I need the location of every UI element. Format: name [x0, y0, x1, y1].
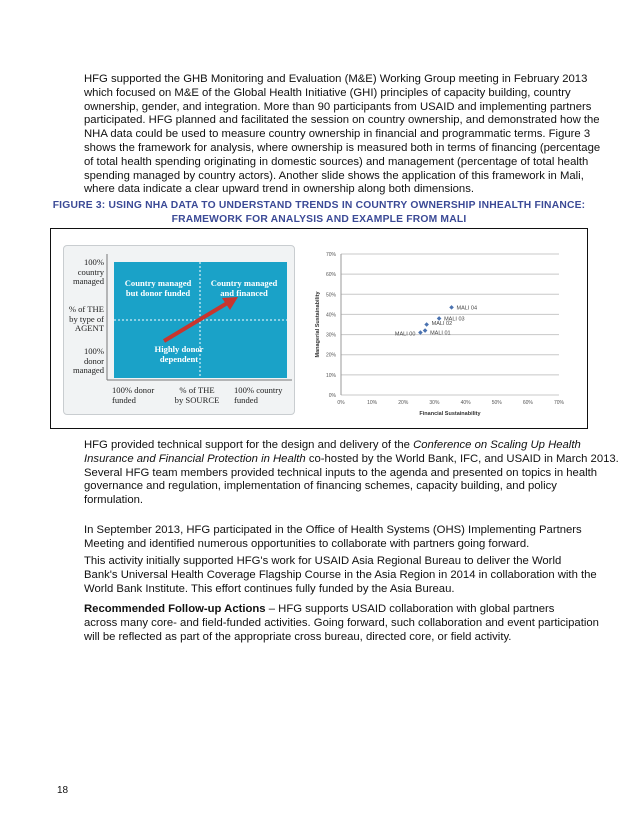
- x-label-right: 100% country funded: [234, 385, 283, 405]
- line: which focused on M&E of the Global Health Initiative (GHI) principles of capacity building, country: [84, 86, 571, 99]
- line: Bank's Universal Health Coverage Flagship Course in the Asia Region in 2014 in collaboration with the: [84, 568, 597, 581]
- line: In September 2013, HFG participated in the Office of Health Systems (OHS) Implementing Partners: [84, 524, 582, 536]
- line: participated. HFG planned and facilitated the session on country ownership, and demonstrated how the: [84, 114, 600, 127]
- y-label-bottom: 100% donor managed: [72, 346, 104, 375]
- y-tick-label: 60%: [325, 272, 336, 279]
- trend-arrow: [164, 302, 229, 341]
- x-tick-label: 40%: [460, 400, 471, 406]
- y-tick-label: 10%: [325, 372, 336, 379]
- line: governance and regulation, implementation of financing schemes, capacity building, and policy: [84, 480, 557, 493]
- x-tick-label: 60%: [522, 400, 533, 406]
- data-point: [449, 305, 454, 310]
- conference-title: Conference on Scaling Up Health: [413, 439, 581, 451]
- line: will be reflected as part of the appropriate cross bureau, directed core, or field activity.: [84, 630, 512, 643]
- x-tick-label: 30%: [429, 400, 440, 406]
- paragraph-ohs-meeting: [84, 524, 582, 552]
- line: spending managed by country actors). Another slide shows the application of this framework in Mali,: [84, 169, 584, 182]
- line: shows the framework for analysis, where ownership is measured both in terms of financing (percentage: [84, 141, 601, 154]
- y-tick-label: 70%: [325, 252, 336, 258]
- line: of total health spending originating in domestic sources) and management (percentage of total health: [84, 155, 589, 168]
- line: ownership, gender, and integration. More than 90 participants from USAID and implementing partners: [84, 100, 592, 113]
- quadrant-top-left: Country managed but donor funded: [124, 278, 192, 298]
- x-label-mid: % of THE by SOURCE: [174, 385, 220, 405]
- x-tick-label: 50%: [491, 400, 502, 406]
- x-label-left: 100% donor funded: [112, 385, 155, 405]
- data-label: MALI 03: [444, 316, 465, 323]
- page-number: 18: [57, 785, 69, 796]
- quadrant-bottom: Highly donor dependent: [154, 344, 204, 364]
- followup-heading: Recommended Follow-up Actions: [84, 603, 266, 615]
- y-label-top: 100% country managed: [72, 257, 104, 286]
- data-point: [423, 328, 428, 333]
- y-tick-label: 20%: [325, 352, 336, 359]
- quadrant-top-right: Country managed and financed: [210, 278, 278, 298]
- framework-quadrant-area: [114, 262, 287, 378]
- y-tick-label: 0%: [328, 393, 336, 399]
- data-label: MALI 01: [430, 330, 451, 337]
- line: World Bank Institute. This effort continues fully funded by the Asia Bureau.: [84, 582, 455, 595]
- line: across many core- and field-funded activities. Going forward, such collaboration and event participation: [84, 616, 599, 629]
- paragraph-ghb-meeting: [84, 73, 601, 197]
- x-tick-label: 70%: [553, 400, 565, 406]
- data-label: MALI 02: [431, 321, 453, 327]
- line: HFG supported the GHB Monitoring and Evaluation (M&E) Working Group meeting in February 2013: [84, 73, 588, 85]
- paragraph-followup: [84, 603, 599, 644]
- y-axis-label: Managerial Sustainability: [315, 291, 321, 358]
- y-label-mid: % of THE by type of AGENT: [68, 304, 104, 333]
- y-tick-label: 50%: [325, 292, 336, 299]
- line: HEALTH FINANCE: FRAMEWORK FOR ANALYSIS AND EXAMPLE FROM MALI: [171, 200, 586, 225]
- x-tick-label: 10%: [367, 400, 378, 406]
- x-tick-label: 20%: [398, 400, 409, 406]
- line: NHA data could be used to measure country ownership in financial and programmatic terms. Figure 3: [84, 128, 591, 141]
- text: co-hosted by the World Bank, IFC, and USAID in March 2013.: [305, 452, 619, 465]
- conference-title-cont: Insurance and Financial Protection in Health: [84, 452, 306, 465]
- y-tick-label: 30%: [325, 332, 336, 339]
- x-axis-label: Financial Sustainability: [419, 411, 481, 417]
- mali-scatter-chart: [309, 239, 579, 424]
- line: Meeting and identified numerous opportunities to collaborate with partners going forward.: [84, 537, 530, 550]
- text: – HFG supports USAID collaboration with global partners: [265, 603, 555, 615]
- line: Several HFG team members provided technical inputs to the agenda and presented on topics in health: [84, 466, 598, 479]
- figure-3: [50, 228, 588, 429]
- data-point: [424, 322, 429, 327]
- data-label: MALI 00: [394, 331, 416, 338]
- text: HFG provided technical support for the design and delivery of the: [84, 439, 414, 451]
- line: This activity initially supported HFG's work for USAID Asia Regional Bureau to deliver the World: [84, 555, 562, 567]
- figure-caption: [50, 199, 588, 227]
- framework-diagram: [63, 245, 295, 415]
- paragraph-asia-bureau: [84, 555, 597, 596]
- y-tick-label: 40%: [325, 312, 336, 319]
- line: formulation.: [84, 494, 144, 507]
- line: FIGURE 3: USING NHA DATA TO UNDERSTAND TRENDS IN COUNTRY OWNERSHIP IN: [52, 200, 490, 211]
- line: where data indicate a clear upward trend in ownership along both dimensions.: [84, 183, 474, 196]
- paragraph-conference: [84, 439, 619, 508]
- data-label: MALI 04: [456, 305, 478, 312]
- x-tick-label: 0%: [337, 400, 345, 406]
